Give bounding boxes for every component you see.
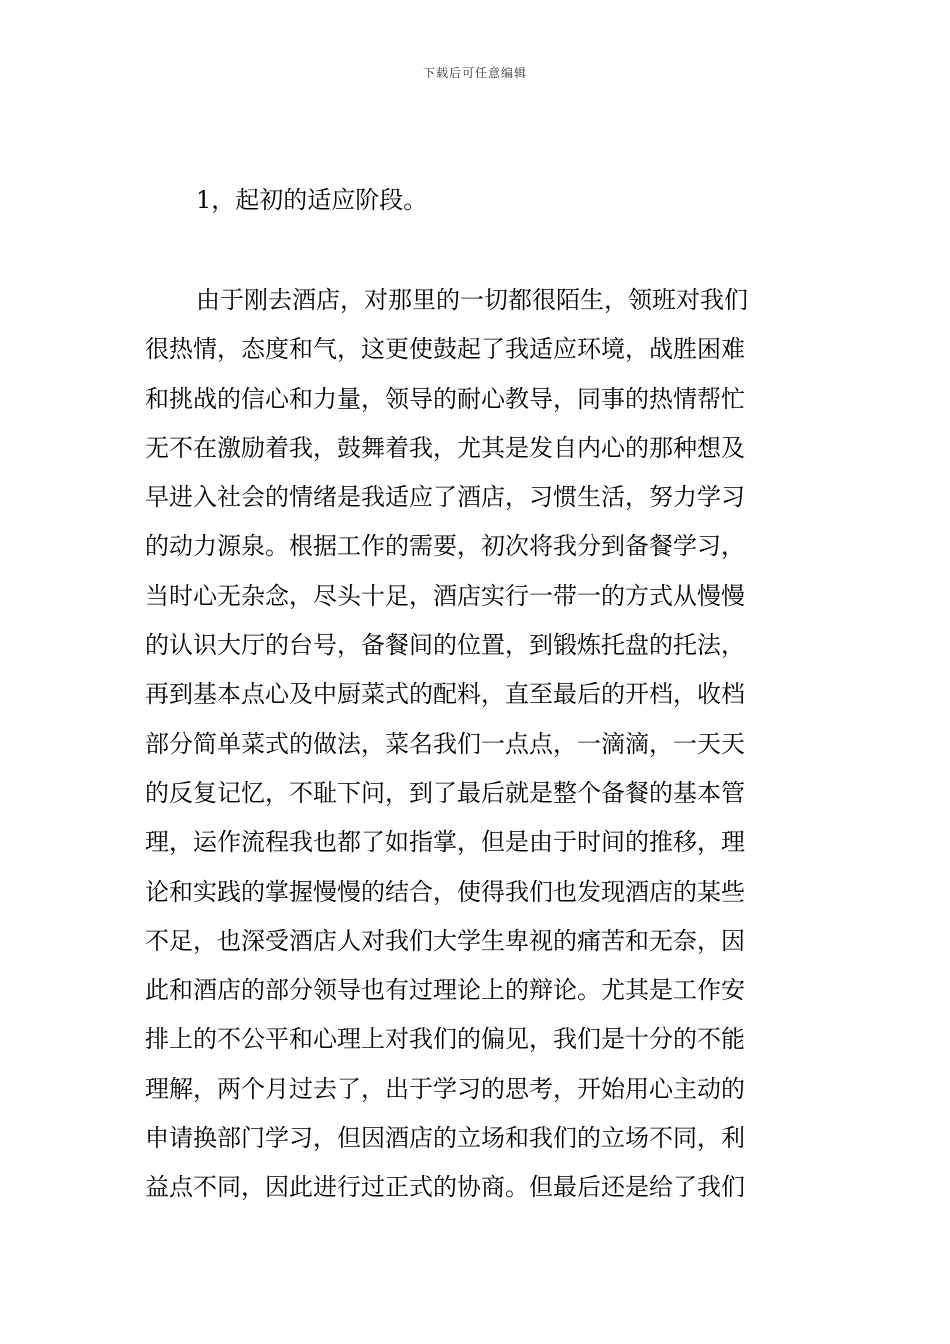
body-paragraph [145,280,809,1217]
paragraph-line: 很热情，态度和气，这更使鼓起了我适应环境，战胜困难 [145,335,745,364]
paragraph-line: 和挑战的信心和力量，领导的耐心教导，同事的热情帮忙 [145,384,745,413]
paragraph-line: 的反复记忆，不耻下问，到了最后就是整个备餐的基本管 [145,778,745,807]
paragraph-line: 理，运作流程我也都了如指掌，但是由于时间的推移，理 [145,828,745,857]
paragraph-line: 申请换部门学习，但因酒店的立场和我们的立场不同，利 [145,1124,745,1153]
paragraph-line: 部分简单菜式的做法，菜名我们一点点，一滴滴，一天天 [145,729,745,758]
paragraph-line: 益点不同，因此进行过正式的协商。但最后还是给了我们 [145,1173,745,1202]
paragraph-line: 的动力源泉。根据工作的需要，初次将我分到备餐学习， [145,532,745,561]
paragraph-line: 排上的不公平和心理上对我们的偏见，我们是十分的不能 [145,1025,745,1054]
paragraph-line: 理解，两个月过去了，出于学习的思考，开始用心主动的 [145,1074,745,1103]
paragraph-line: 由于刚去酒店，对那里的一切都很陌生，领班对我们 [196,286,748,314]
header-note: 下载后可任意编辑 [422,66,527,80]
paragraph-line: 当时心无杂念，尽头十足，酒店实行一带一的方式从慢慢 [145,581,745,610]
paragraph-line: 早进入社会的情绪是我适应了酒店，习惯生活，努力学习 [145,483,745,512]
paragraph-line: 无不在激励着我，鼓舞着我，尤其是发自内心的那种想及 [145,433,745,462]
section-heading: 1，起初的适应阶段。 [196,186,428,214]
paragraph-line: 再到基本点心及中厨菜式的配料，直至最后的开档，收档 [145,680,745,709]
paragraph-line: 的认识大厅的台号，备餐间的位置，到锻炼托盘的托法， [145,631,745,660]
paragraph-line: 不足，也深受酒店人对我们大学生卑视的痛苦和无奈，因 [145,926,745,955]
paragraph-line: 此和酒店的部分领导也有过理论上的辩论。尤其是工作安 [145,976,745,1005]
paragraph-line: 论和实践的掌握慢慢的结合，使得我们也发现酒店的某些 [145,877,745,906]
